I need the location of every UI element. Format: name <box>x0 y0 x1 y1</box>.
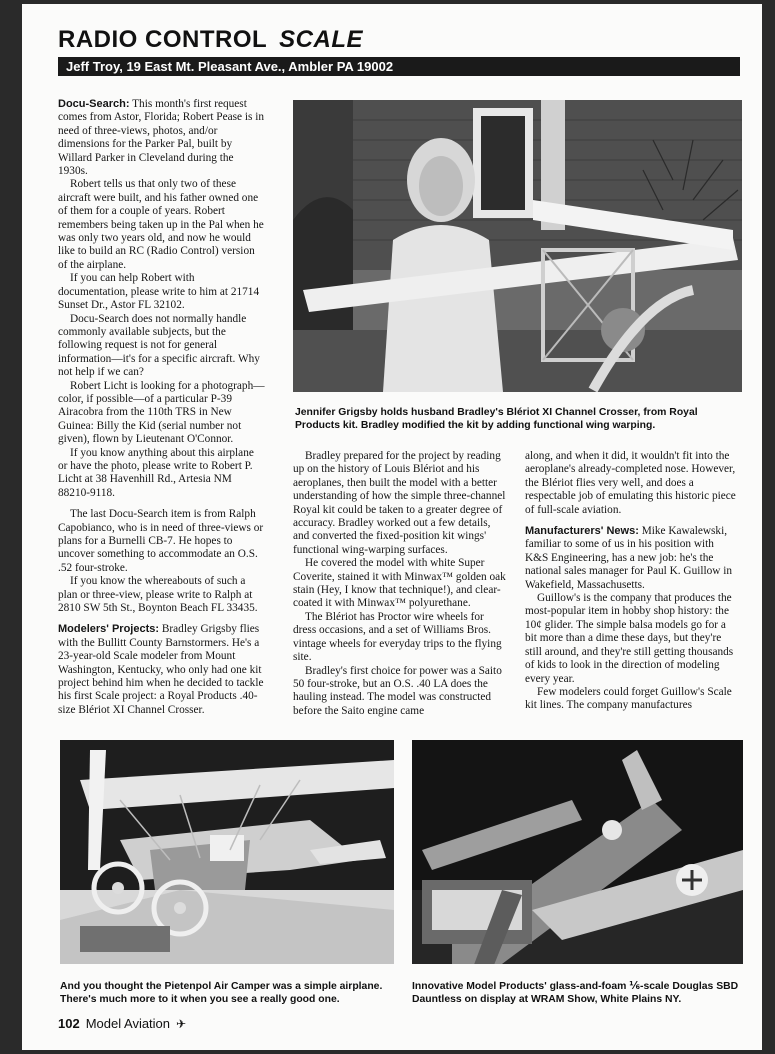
bottom-right-caption: Innovative Model Products' glass-and-foam ⅙-scale Douglas SBD Dauntless on display at WRAM Show, White Plains NY. <box>412 981 739 1005</box>
page-footer <box>58 1016 186 1031</box>
manufacturers-news-intro: Manufacturers' News: Mike Kawalewski, familiar to some of us in his position with K&S Engineering, has a new job: he's the national sales manager for Paul K. Guillow in Wakefield, Massachusetts. <box>525 525 733 591</box>
paragraph: The Blériot has Proctor wire wheels for dress occasions, and a set of Williams Bros. vintage wheels for everyday trips to the flying site. <box>293 610 502 664</box>
paragraph: Docu-Search does not normally handle commonly available subjects, but the following request is not for general information—it's for a specific aircraft. Why not help if we can? <box>58 312 260 379</box>
column-2 <box>293 450 507 718</box>
modelers-projects-intro: Modelers' Projects: Bradley Grigsby flies with the Bullitt County Barnstormers. He's a 23-year-old Scale modeler from Mount Washington, Kentucky, who only had one kit project behind him when he decided to tackle his first Scale project: a Royal Products .40-size Blériot XI Channel Crosser. <box>58 623 264 716</box>
paragraph: Few modelers could forget Guillow's Scale kit lines. The company manufactures <box>525 685 732 712</box>
paragraph: If you can help Robert with documentation, please write to him at 21714 Sunset Dr., Astor FL 32102. <box>58 272 260 312</box>
page-number: 102 <box>58 1016 80 1031</box>
title-italic: SCALE <box>279 26 363 53</box>
magazine-name: Model Aviation <box>85 1016 171 1031</box>
paragraph: Robert Licht is looking for a photograph—color, if possible—of a particular P-39 Airacobra from the 110th TRS in New Guinea: Billy the Kid (serial number not given), flown by Lieutenant O'Connor. <box>58 379 265 446</box>
top-photo-bleriot <box>293 100 742 392</box>
bottom-left-photo-pietenpol <box>60 740 394 964</box>
paragraph: Bradley's first choice for power was a Saito 50 four-stroke, but an O.S. .40 LA does the hauling instead. The model was constructed before the Saito engine came <box>293 664 502 717</box>
docu-search-heading: Docu-Search: <box>58 98 130 110</box>
paragraph: Bradley prepared for the project by reading up on the history of Louis Blériot and his aeroplanes, then built the model with a better understanding of how the simple three-channel Royal kit could be taken to a greater degree of accuracy. Bradley worked out a few details, and converted the fixed-position kit wings' functional wing-warping surfaces. <box>293 450 506 556</box>
paragraph: The last Docu-Search item is from Ralph Capobianco, who is in need of three-views or plans for a Burnelli CB-7. He hopes to uncover something to accommodate an O.S. .52 four-stroke. <box>58 508 264 574</box>
bottom-right-photo-dauntless <box>412 740 743 964</box>
top-photo-caption: Jennifer Grigsby holds husband Bradley's Blériot XI Channel Crosser, from Royal Products kit. Bradley modified the kit by adding functional wing warping. <box>295 407 698 431</box>
modelers-projects-heading: Modelers' Projects: <box>58 623 160 636</box>
manufacturers-news-heading: Manufacturers' News: <box>525 525 639 538</box>
paragraph: along, and when it did, it wouldn't fit into the aeroplane's already-completed nose. However, the Blériot flies very well, and does a respectable job of emulating this historic piece of full-scale aviation. <box>525 450 736 516</box>
paragraph: If you know anything about this airplane or have the photo, please write to Robert P. Licht at 38 Havenhill Rd., Artesia NM 88210-9118. <box>58 446 254 499</box>
column-1 <box>58 98 266 717</box>
paragraph: Guillow's is the company that produces the most-popular item in hobby shop history: the 10¢ glider. The simple balsa models go for a bit more than a dime these days, but they're still around, and they're still getting thousands of kids to look in the direction of modeling every year. <box>525 592 734 685</box>
paragraph: If you know the whereabouts of such a plan or three-view, please write to Ralph at 2810 SW 5th St., Boynton Beach FL 33435. <box>58 575 258 615</box>
column-title <box>58 26 363 54</box>
title-text: RADIO CONTROL <box>58 26 268 53</box>
author-bar: Jeff Troy, 19 East Mt. Pleasant Ave., Ambler PA 19002 <box>58 57 740 76</box>
paragraph: He covered the model with white Super Coverite, stained it with Minwax™ golden oak stain (Hey, I know that technique!), and clear-coated it with Minwax™ polyurethane. <box>293 557 506 610</box>
plane-icon: ✈ <box>176 1017 187 1031</box>
column-3 <box>525 450 739 713</box>
docu-search-intro: Docu-Search: This month's first request comes from Astor, Florida; Robert Pease is in need of three-views, photos, and/or dimensions for the Parker Pal, built by Willard Parker in Cleveland during the 1930s. <box>58 98 265 178</box>
bottom-left-caption: And you thought the Pietenpol Air Camper was a simple airplane. There's much more to it when you see a really good one. <box>60 981 383 1005</box>
magazine-page <box>22 4 762 1050</box>
paragraph: Robert tells us that only two of these aircraft were built, and his father owned one of them for a couple of years. Robert remembers being taken up in the Pal when he was only two years old, and now he would like to build an RC (Radio Control) version of the airplane. <box>58 178 264 271</box>
